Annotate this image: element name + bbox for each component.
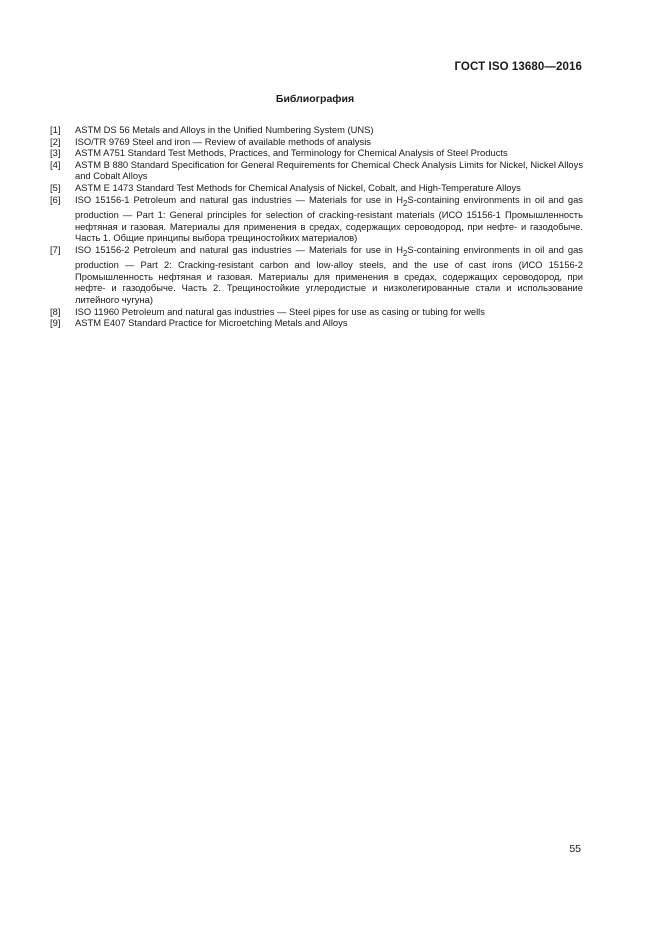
reference-number: [5] xyxy=(50,181,61,193)
reference-text: ASTM B 880 Standard Specification for General Requirements for Chemical Check Analysis Limits for Nickel, Nickel Alloys and Cobalt Alloys xyxy=(75,158,584,182)
reference-item xyxy=(50,182,583,194)
reference-item xyxy=(50,147,583,159)
reference-item xyxy=(50,244,583,306)
reference-text-start: ISO 15156-1 Petroleum and natural gas industries — Materials for use in H xyxy=(75,193,403,205)
bibliography-title: Библиография xyxy=(275,93,355,105)
reference-number: [1] xyxy=(50,124,61,135)
reference-number: [6] xyxy=(50,193,61,205)
bibliography-list xyxy=(50,124,583,329)
reference-item xyxy=(50,317,583,329)
document-standard-id: ГОСТ ISO 13680—2016 xyxy=(454,61,582,73)
reference-text: ASTM E407 Standard Practice for Microetching Metals and Alloys xyxy=(75,317,348,329)
reference-text-end: S-containing environments in oil and gas production — Part 2: Cracking-resistant carbon and low-alloy steels, and the use of cast irons (ИСО 15156-2 Промышленность нефтяная и газовая. Материалы для применения в средах, содержащих сероводород, при нефте- и газодобыче. Часть 2. Трещиностойкие углеродистые и низколегированные стали и использование литейного чугуна) xyxy=(75,243,583,306)
reference-text: ISO 11960 Petroleum and natural gas industries — Steel pipes for use as casing or tubing for wells xyxy=(75,305,485,317)
reference-item xyxy=(50,159,583,182)
reference-number: [3] xyxy=(50,147,61,159)
reference-text: ASTM A751 Standard Test Methods, Practices, and Terminology for Chemical Analysis of Steel Products xyxy=(75,147,508,159)
page-number: 55 xyxy=(569,843,581,855)
reference-text: ASTM E 1473 Standard Test Methods for Chemical Analysis of Nickel, Cobalt, and High-Temperature Alloys xyxy=(75,181,521,193)
reference-text: ASTM DS 56 Metals and Alloys in the Unified Numbering System (UNS) xyxy=(75,124,374,135)
chemical-subscript: 2 xyxy=(402,198,408,208)
reference-number: [9] xyxy=(50,317,61,329)
reference-number: [7] xyxy=(50,243,61,255)
reference-text-end: S-containing environments in oil and gas production — Part 1: General principles for selection of cracking-resistant materials (ИСО 15156-1 Промышленность нефтяная и газовая. Материалы для применения в средах, содержащих сероводород, при нефте- и газодобыче. Часть 1. Общие принципы выбора трещиностойких материалов) xyxy=(75,193,583,244)
reference-item xyxy=(50,306,583,318)
reference-number: [8] xyxy=(50,305,61,317)
reference-number: [4] xyxy=(50,158,61,170)
reference-item xyxy=(50,136,583,148)
reference-text xyxy=(75,194,583,244)
reference-text xyxy=(75,244,583,306)
reference-item xyxy=(50,194,583,244)
reference-number: [2] xyxy=(50,135,61,147)
reference-item xyxy=(50,124,583,136)
reference-text: ISO/TR 9769 Steel and iron — Review of available methods of analysis xyxy=(75,135,371,147)
reference-text-start: ISO 15156-2 Petroleum and natural gas industries — Materials for use in H xyxy=(75,243,403,255)
chemical-subscript: 2 xyxy=(402,248,408,258)
